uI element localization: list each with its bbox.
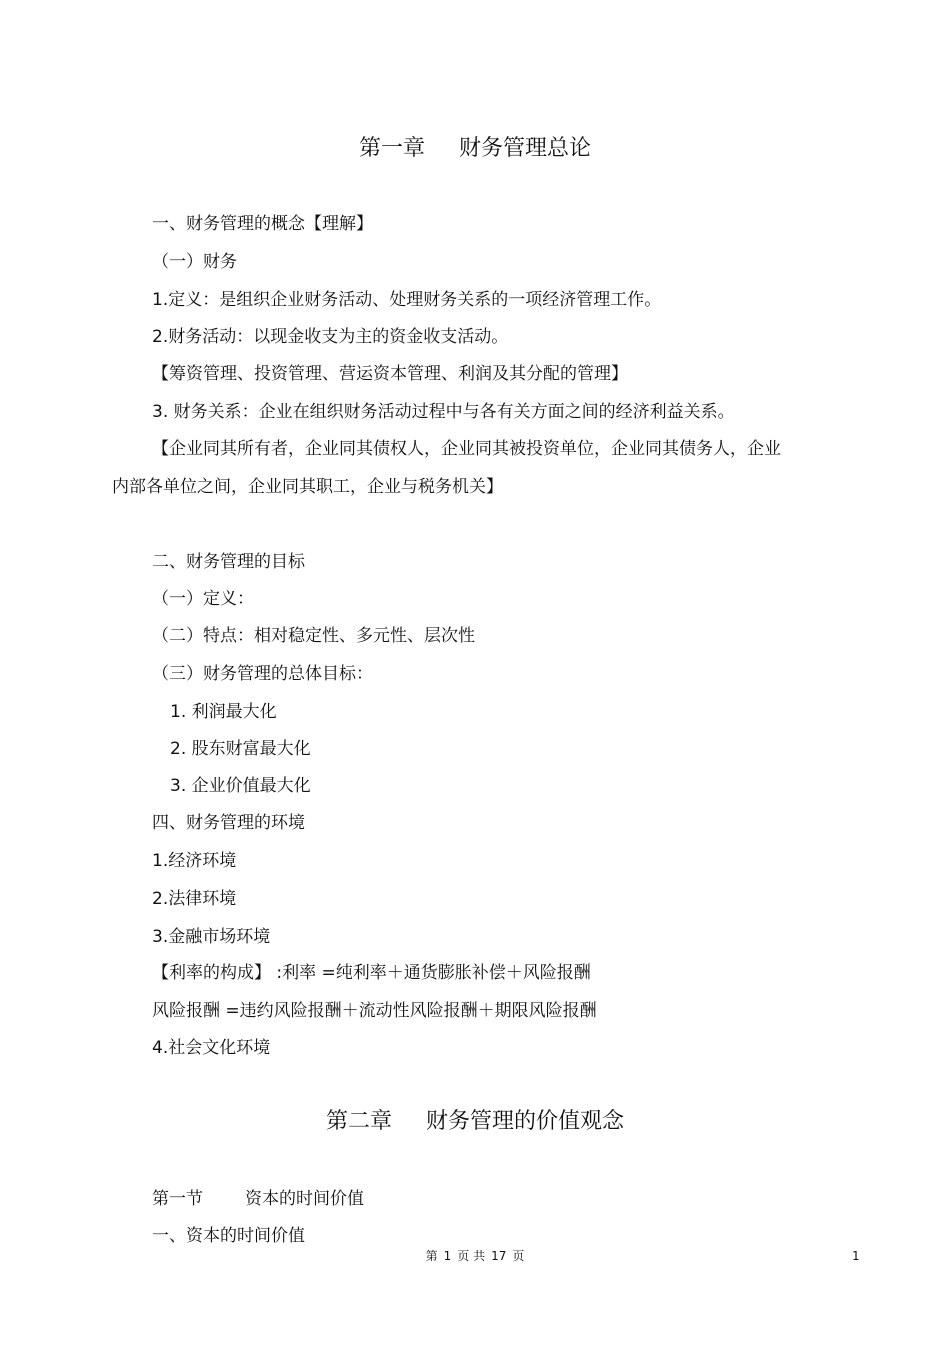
body-line: 一、资本的时间价值: [152, 1226, 305, 1246]
body-line: 【企业同其所有者，企业同其债权人，企业同其被投资单位，企业同其债务人，企业: [152, 439, 781, 459]
page-number: 1: [852, 1249, 860, 1263]
footer-total-pages: 17: [491, 1249, 507, 1263]
section-1-number: 第一节: [152, 1189, 203, 1209]
chapter-2-number: 第二章: [325, 1109, 392, 1134]
body-line: 一、财务管理的概念【理解】: [152, 214, 373, 234]
chapter-1-heading: [0, 135, 950, 163]
body-line: 1.经济环境: [152, 851, 237, 871]
body-line: （一）定义：: [152, 589, 254, 609]
body-line: 风险报酬 =违约风险报酬＋流动性风险报酬＋期限风险报酬: [152, 1001, 597, 1021]
chapter-2-title: 财务管理的价值观念: [426, 1109, 625, 1134]
body-line: 内部各单位之间，企业同其职工，企业与税务机关】: [112, 477, 503, 497]
section-1-title: 资本的时间价值: [245, 1189, 364, 1209]
body-line: （一）财务: [152, 252, 237, 272]
body-line: 2.法律环境: [152, 889, 237, 909]
footer-middle: 页 共: [457, 1249, 486, 1263]
body-line: （二）特点：相对稳定性、多元性、层次性: [152, 626, 475, 646]
body-line: 【利率的构成】 :利率 =纯利率＋通货膨胀补偿＋风险报酬: [152, 963, 591, 983]
chapter-1-number: 第一章: [358, 136, 425, 161]
section-1-heading: [152, 1188, 364, 1210]
chapter-1-title: 财务管理总论: [459, 136, 592, 161]
body-line: （三）财务管理的总体目标：: [152, 664, 373, 684]
chapter-2-heading: [0, 1108, 950, 1136]
footer-prefix: 第: [425, 1249, 438, 1263]
body-line: 1.定义：是组织企业财务活动、处理财务关系的一项经济管理工作。: [152, 290, 662, 310]
body-line: 四、财务管理的环境: [152, 813, 305, 833]
body-line: 4.社会文化环境: [152, 1038, 271, 1058]
body-line: 3.金融市场环境: [152, 927, 271, 947]
footer-current-page: 1: [443, 1249, 452, 1263]
page-footer: [0, 1248, 950, 1264]
list-item: 2. 股东财富最大化: [170, 739, 311, 759]
list-item: 1. 利润最大化: [170, 702, 277, 722]
body-line: 3. 财务关系：企业在组织财务活动过程中与各有关方面之间的经济利益关系。: [152, 402, 735, 422]
body-line: 二、财务管理的目标: [152, 552, 305, 572]
footer-suffix: 页: [512, 1249, 525, 1263]
body-line: 【筹资管理、投资管理、营运资本管理、利润及其分配的管理】: [152, 364, 628, 384]
list-item: 3. 企业价值最大化: [170, 776, 311, 796]
body-line: 2.财务活动：以现金收支为主的资金收支活动。: [152, 327, 509, 347]
